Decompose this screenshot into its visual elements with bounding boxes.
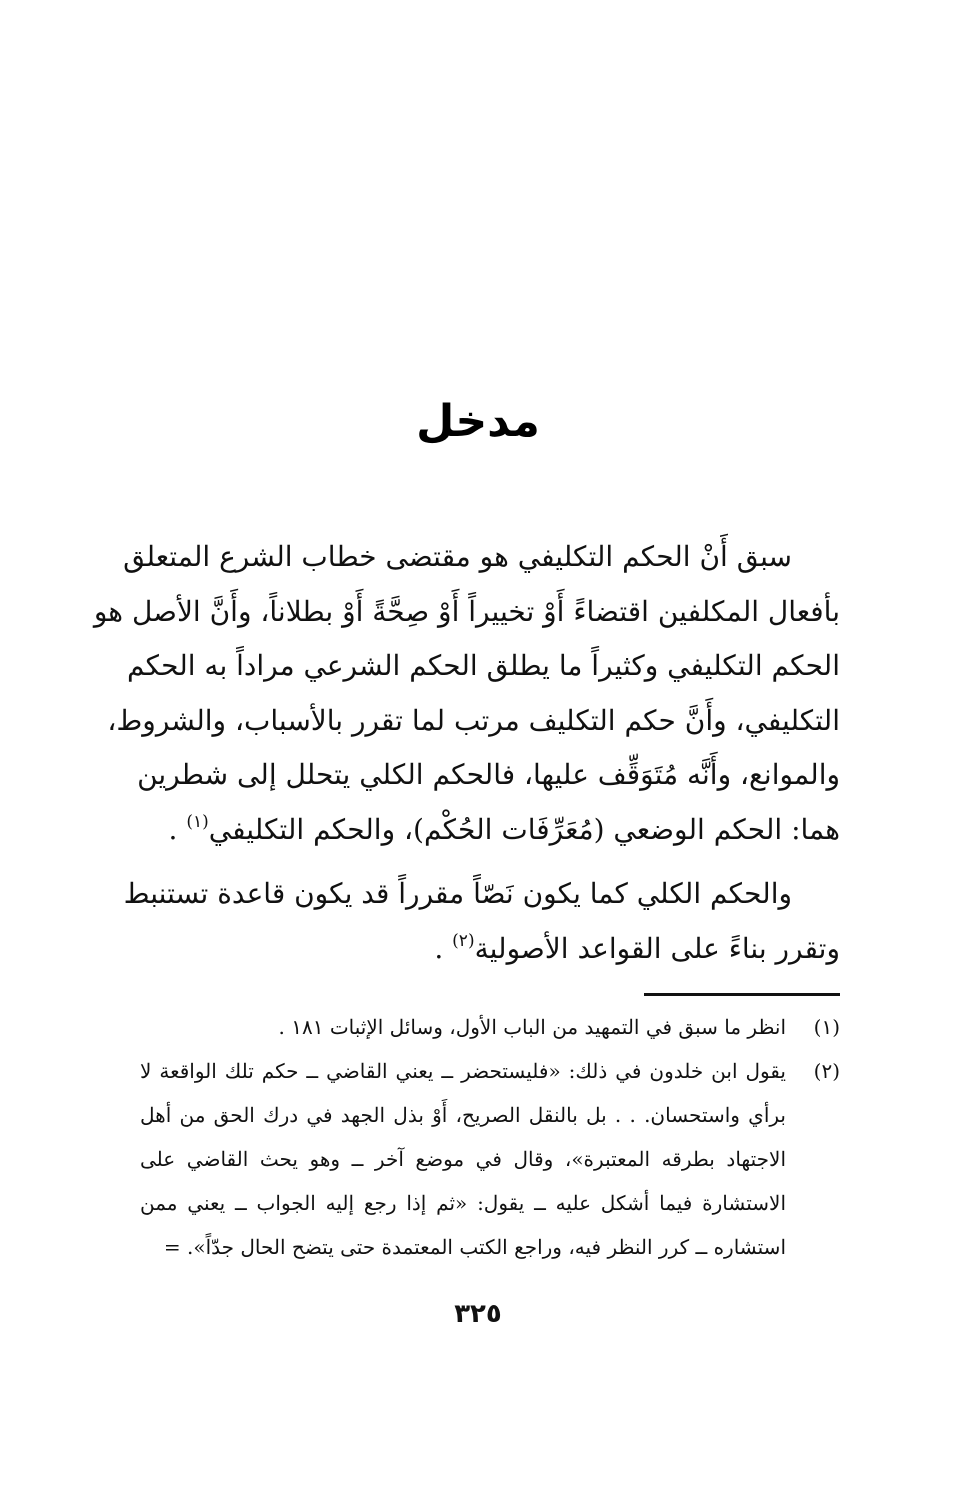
- footnote-reference[interactable]: (٢): [452, 930, 475, 951]
- footnotes: [140, 1005, 840, 1269]
- footnote-line: انظر ما سبق في التمهيد من الباب الأول، وسائل الإثبات ١٨١ .: [278, 1015, 786, 1039]
- text-line: هما: الحكم الوضعي (مُعَرِّفَات الحُكْم)، والحكم التكليفي: [208, 812, 840, 846]
- text-line: الحكم التكليفي وكثيراً ما يطلق الحكم الشرعي مراداً به الحكم: [127, 649, 840, 682]
- footnote-line: الاستشارة فيما أشكل عليه ــ يقول: «ثم إذا رجع إليه الجواب ــ يعني ممن: [140, 1191, 786, 1215]
- footnote-number: (١): [813, 1015, 840, 1039]
- paragraph-2: [123, 867, 840, 976]
- text-line: والحكم الكلي كما يكون نَصّاً مقرراً قد يكون قاعدة تستنبط: [123, 877, 792, 910]
- sentence-end: .: [168, 812, 178, 846]
- text-line: وتقرر بناءً على القواعد الأصولية: [474, 931, 840, 965]
- footnote-number: (٢): [813, 1059, 840, 1083]
- text-line-last: [140, 922, 840, 977]
- footnote-1: [140, 1005, 840, 1049]
- footnote-body: [140, 1049, 786, 1269]
- footnote-divider: [644, 993, 840, 996]
- footnote-line: يقول ابن خلدون في ذلك: «فليستحضر ــ يعني القاضي ــ حكم تلك الواقعة لا: [140, 1059, 786, 1083]
- text-line: سبق أَنْ الحكم التكليفي هو مقتضى خطاب الشرع المتعلق: [123, 540, 792, 573]
- page-number: ٣٢٥: [454, 1299, 502, 1329]
- footnote-line: الاجتهاد بطرقه المعتبرة»، وقال في موضع آخر ــ وهو يحث القاضي على: [140, 1147, 786, 1171]
- footnote-body: [140, 1005, 786, 1049]
- footnote-reference[interactable]: (١): [186, 811, 209, 832]
- text-line-last: [140, 803, 840, 858]
- paragraph-1: [93, 530, 840, 857]
- text-line: بأفعال المكلفين اقتضاءً أَوْ تخييراً أَوْ صِحَّةً أَوْ بطلاناً، وأَنَّ الأصل هو: [93, 594, 840, 628]
- text-line: التكليفي، وأَنَّ حكم التكليف مرتب لما تقرر بالأسباب، والشروط،: [107, 703, 840, 737]
- sentence-end: .: [434, 931, 444, 965]
- main-text: [93, 530, 840, 976]
- footnote-line: استشاره ــ كرر النظر فيه، وراجع الكتب المعتمدة حتى يتضح الحال جدّاً». =: [163, 1235, 786, 1259]
- chapter-title: مدخل: [416, 396, 540, 447]
- text-line: والموانع، وأَنَّه مُتَوَقِّف عليها، فالحكم الكلي يتحلل إلى شطرين: [137, 758, 840, 791]
- footnote-2: [140, 1049, 840, 1269]
- footnote-line: برأي واستحسان. . . بل بالنقل الصريح، أَوْ بذل الجهد في درك الحق من أهل: [140, 1103, 786, 1127]
